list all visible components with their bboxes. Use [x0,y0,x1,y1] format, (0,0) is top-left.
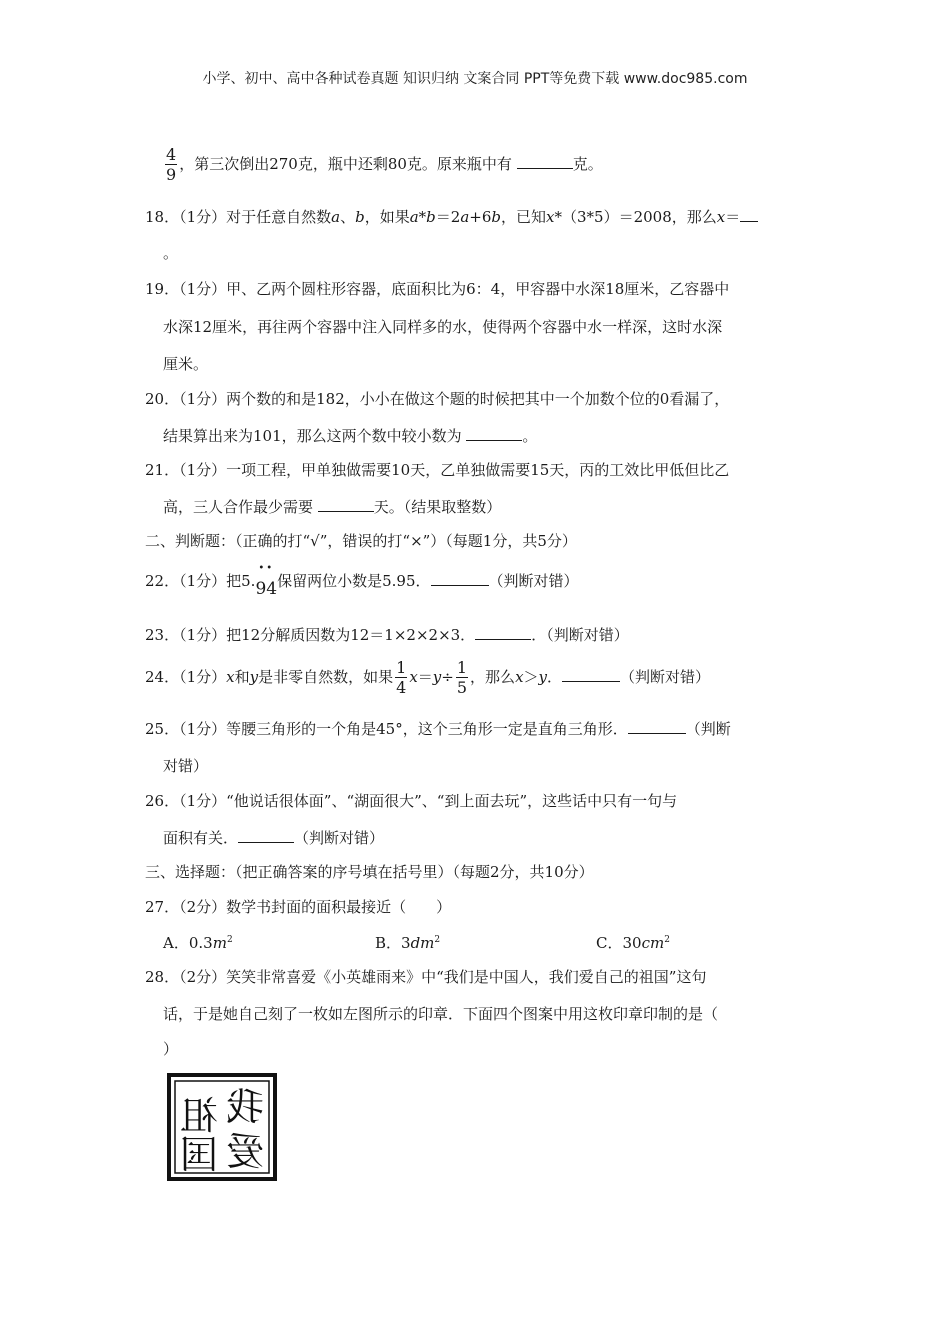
question-18-line2: 。 [163,244,179,262]
question-21-line1: 21．（1分）一项工程，甲单独做需要10天，乙单独做需要15天，丙的工效比甲低但比乙 [145,461,730,479]
question-25-line2: 对错） [163,757,209,775]
question-28-line3: ） [163,1040,179,1058]
section-2-title: 二、判断题：（正确的打“√”，错误的打“×”）（每题1分，共5分） [145,532,577,550]
fraction-1-4: $\frac{1}{4}$ [396,658,407,697]
answer-blank[interactable] [562,667,620,682]
answer-blank[interactable] [238,828,294,843]
question-28-line2: 话，于是她自己刻了一枚如左图所示的印章．下面四个图案中用这枚印章印制的是（ [163,1005,719,1023]
question-24: 24．（1分）x和y是非零自然数，如果 $\frac{1}{4}$ x＝y÷ $\frac{1}{5}$ ，那么x＞y． （判断对错） [145,658,711,697]
seal-char-zu: 祖 [179,1094,219,1138]
section-3-title: 三、选择题：（把正确答案的序号填在括号里）（每题2分，共10分） [145,863,594,881]
seal-char-wo: 我 [225,1085,265,1129]
question-26-line1: 26．（1分）“他说话很体面”、“湖面很大”、“到上面去玩”，这些话中只有一句与 [145,792,678,810]
seal-char-ai: 爱 [225,1130,265,1174]
option-b[interactable]: B．$3dm^2$ [375,934,441,952]
option-c[interactable]: C．$30cm^2$ [596,934,670,952]
question-20-line2: 结果算出来为101，那么这两个数中较小数为 。 [163,427,538,445]
fraction-1-5: $\frac{1}{5}$ [456,658,468,697]
question-19-line1: 19．（1分）甲、乙两个圆柱形容器，底面积比为6：4，甲容器中水深18厘米，乙容器中 [145,280,730,298]
answer-blank[interactable] [475,625,531,640]
question-21-line2: 高，三人合作最少需要 天。（结果取整数） [163,498,502,516]
repeating-decimal: •• 94 [255,563,278,599]
question-20-line1: 20．（1分）两个数的和是182，小小在做这个题的时候把其中一个加数个位的0看漏了， [145,390,730,408]
question-23: 23．（1分）把12分解质因数为12＝1×2×2×3． ．（判断对错） [145,626,629,644]
question-26-line2: 面积有关． （判断对错） [163,829,385,847]
answer-blank[interactable] [628,719,686,734]
seal-char-guo: 国 [179,1133,219,1177]
question-25-line1: 25．（1分）等腰三角形的一个角是45°，这个三角形一定是直角三角形． （判断 [145,720,731,738]
question-19-line3: 厘米。 [163,355,209,373]
answer-blank[interactable] [318,497,374,512]
question-22: 22．（1分）把5. •• 94保留两位小数是5.95． （判断对错） [145,563,579,599]
question-28-line1: 28．（2分）笑笑非常喜爱《小英雄雨来》中“我们是中国人，我们爱自己的祖国”这句 [145,968,707,986]
question-19-line2: 水深12厘米，再往两个容器中注入同样多的水，使得两个容器中水一样深，这时水深 [163,318,723,336]
q17-tail: $\frac{4}{9}$ ，第三次倒出270克，瓶中还剩80克。原来瓶中有 克。 [166,145,603,184]
option-a[interactable]: A．$0.3m^2$ [163,934,233,952]
page-header: 小学、初中、高中各种试卷真题 知识归纳 文案合同 PPT等免费下载 www.doc985.com [202,71,748,87]
fraction-4-9: $\frac{4}{9}$ [166,145,177,184]
answer-blank[interactable] [466,426,522,441]
question-18: 18．（1分）对于任意自然数a、b，如果a*b＝2a+6b，已知x*（3*5）＝2008，那么x＝ [145,206,758,227]
seal-stamp-image [167,1073,277,1181]
answer-blank[interactable] [517,154,573,169]
question-27-stem: 27．（2分）数学书封面的面积最接近（ ） [145,898,452,916]
answer-blank[interactable] [431,571,489,586]
seal-stamp-svg [167,1073,277,1181]
answer-blank[interactable] [740,207,758,222]
